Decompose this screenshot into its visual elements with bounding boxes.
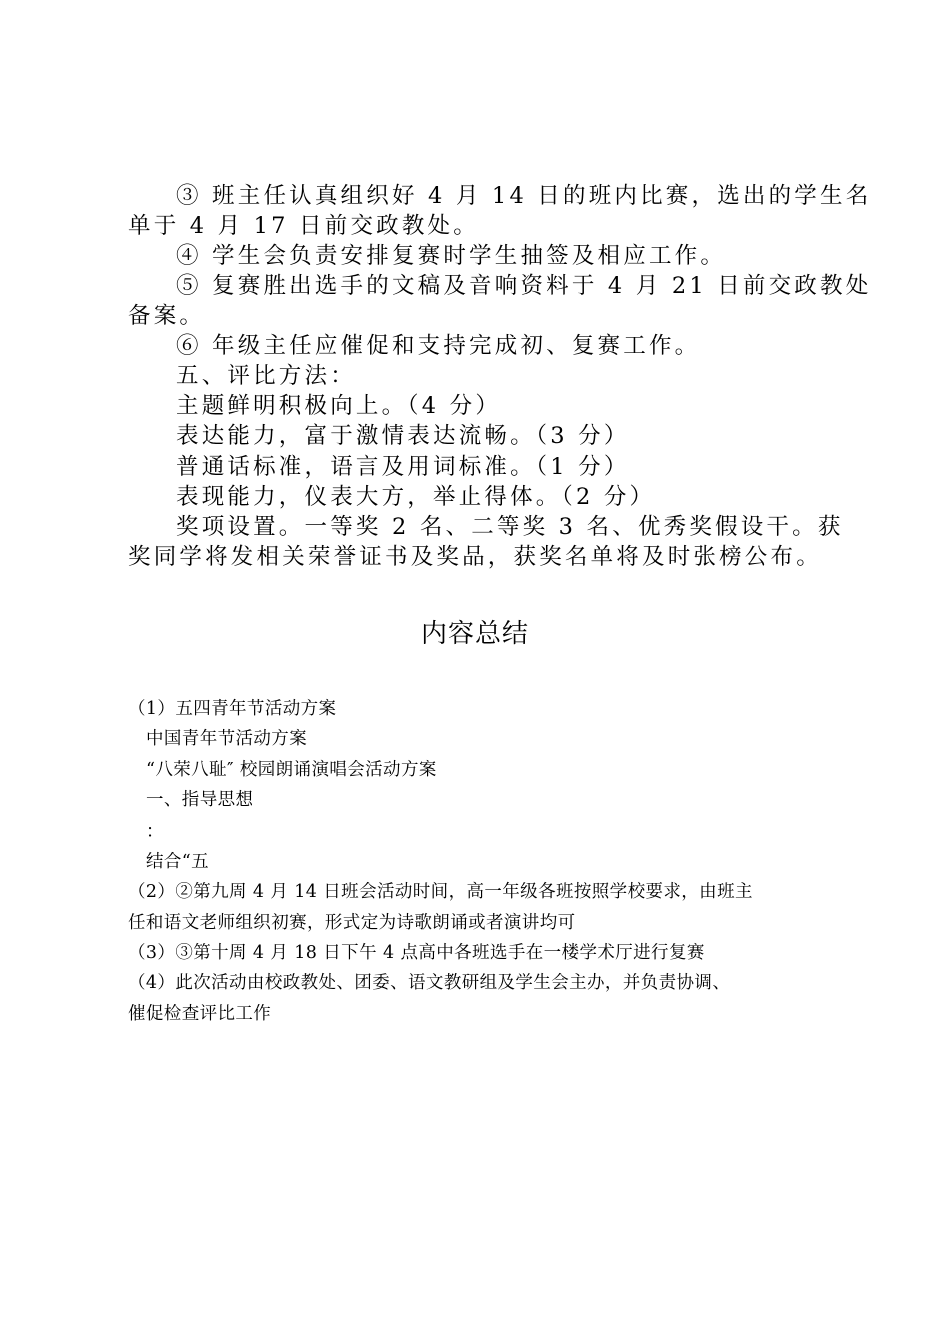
- body-line: 备案。: [128, 303, 206, 329]
- summary-title: 内容总结: [420, 619, 529, 649]
- summary-line: ：: [146, 822, 164, 842]
- section-heading: 五、评比方法：: [176, 363, 356, 389]
- body-line: ③ 班主任认真组织好 4 月 14 日的班内比赛，选出的学生名: [176, 183, 872, 209]
- summary-line: （2）②第九周 4 月 14 日班会活动时间，高一年级各班按照学校要求，由班主: [128, 882, 753, 902]
- summary-line: 结合“五: [146, 852, 210, 872]
- summary-line: （3）③第十周 4 月 18 日下午 4 点高中各班选手在一楼学术厅进行复赛: [128, 943, 705, 963]
- criteria-item: 表达能力，富于激情表达流畅。（3 分）: [176, 423, 630, 449]
- criteria-item: 表现能力，仪表大方，举止得体。（2 分）: [176, 484, 656, 510]
- summary-line: 一、指导思想: [146, 790, 254, 810]
- summary-line: （4）此次活动由校政教处、团委、语文教研组及学生会主办，并负责协调、: [128, 973, 731, 993]
- summary-line: （1）五四青年节活动方案: [128, 699, 337, 719]
- body-line: ⑤ 复赛胜出选手的文稿及音响资料于 4 月 21 日前交政教处: [176, 273, 872, 299]
- criteria-item: 主题鲜明积极向上。（4 分）: [176, 393, 502, 419]
- summary-line: “八荣八耻″ 校园朗诵演唱会活动方案: [146, 760, 437, 780]
- summary-line: 中国青年节活动方案: [146, 729, 308, 749]
- body-line: 奖项设置。一等奖 2 名、二等奖 3 名、优秀奖假设干。获: [176, 514, 844, 540]
- criteria-item: 普通话标准，语言及用词标准。（1 分）: [176, 454, 630, 480]
- body-line: 单于 4 月 17 日前交政教处。: [128, 213, 479, 239]
- summary-line: 任和语文老师组织初赛，形式定为诗歌朗诵或者演讲均可: [128, 913, 576, 933]
- summary-line: 催促检查评比工作: [128, 1004, 272, 1024]
- body-line: ⑥ 年级主任应催促和支持完成初、复赛工作。: [176, 333, 701, 359]
- body-line: ④ 学生会负责安排复赛时学生抽签及相应工作。: [176, 243, 727, 269]
- body-line: 奖同学将发相关荣誉证书及奖品，获奖名单将及时张榜公布。: [128, 544, 822, 570]
